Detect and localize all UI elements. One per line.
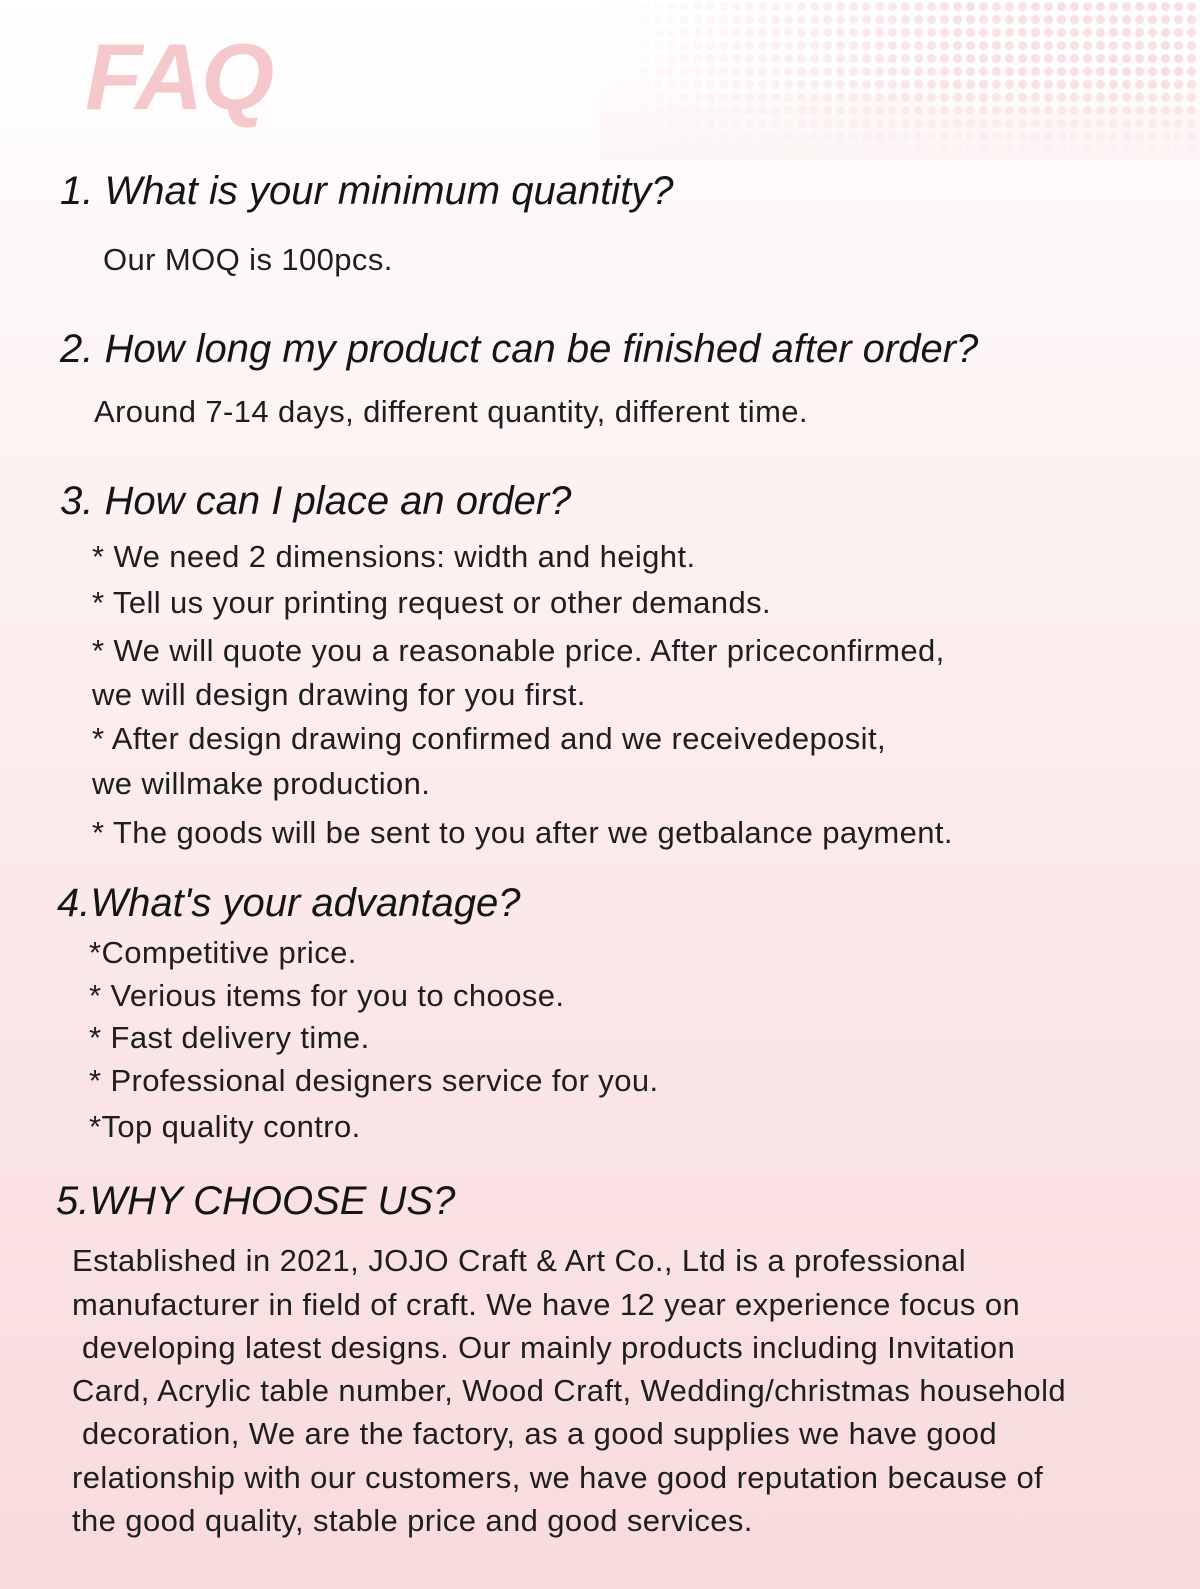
question-3-line: * After design drawing confirmed and we receivedeposit, — [92, 721, 886, 756]
question-1-heading: 1. What is your minimum quantity? — [60, 169, 674, 213]
question-3-heading: 3. How can I place an order? — [60, 479, 572, 523]
question-2-heading: 2. How long my product can be finished after order? — [60, 327, 979, 371]
question-4-line: * Fast delivery time. — [89, 1020, 370, 1055]
question-5-line: manufacturer in field of craft. We have 12 year experience focus on — [72, 1287, 1021, 1322]
question-5-line: the good quality, stable price and good services. — [72, 1503, 753, 1538]
question-5-heading: 5.WHY CHOOSE US? — [56, 1179, 456, 1223]
question-4-heading: 4.What's your advantage? — [57, 881, 521, 925]
question-3-line: we willmake production. — [92, 766, 431, 801]
question-5-line: Established in 2021, JOJO Craft & Art Co., Ltd is a professional — [72, 1243, 967, 1278]
question-1-answer: Our MOQ is 100pcs. — [103, 242, 393, 277]
question-2-answer: Around 7-14 days, different quantity, different time. — [94, 394, 808, 429]
question-3-line: * We will quote you a reasonable price. After priceconfirmed, — [92, 633, 945, 668]
question-3-line: * Tell us your printing request or other demands. — [92, 585, 772, 620]
question-4-line: *Competitive price. — [89, 935, 357, 970]
question-3-line: we will design drawing for you first. — [92, 677, 586, 712]
question-5-line: developing latest designs. Our mainly products including Invitation — [82, 1330, 1016, 1365]
question-3-line: * We need 2 dimensions: width and height. — [92, 539, 696, 574]
dot-pattern-fade — [600, 0, 1200, 160]
question-5-line: relationship with our customers, we have good reputation because of — [72, 1460, 1044, 1495]
question-3-line: * The goods will be sent to you after we getbalance payment. — [92, 815, 953, 850]
question-4-line: *Top quality contro. — [89, 1109, 361, 1144]
question-5-line: decoration, We are the factory, as a good supplies we have good — [82, 1416, 997, 1451]
question-4-line: * Professional designers service for you. — [89, 1063, 659, 1098]
question-4-line: * Verious items for you to choose. — [89, 978, 565, 1013]
question-5-line: Card, Acrylic table number, Wood Craft, Wedding/christmas household — [72, 1373, 1067, 1408]
page-title: FAQ — [85, 24, 273, 129]
